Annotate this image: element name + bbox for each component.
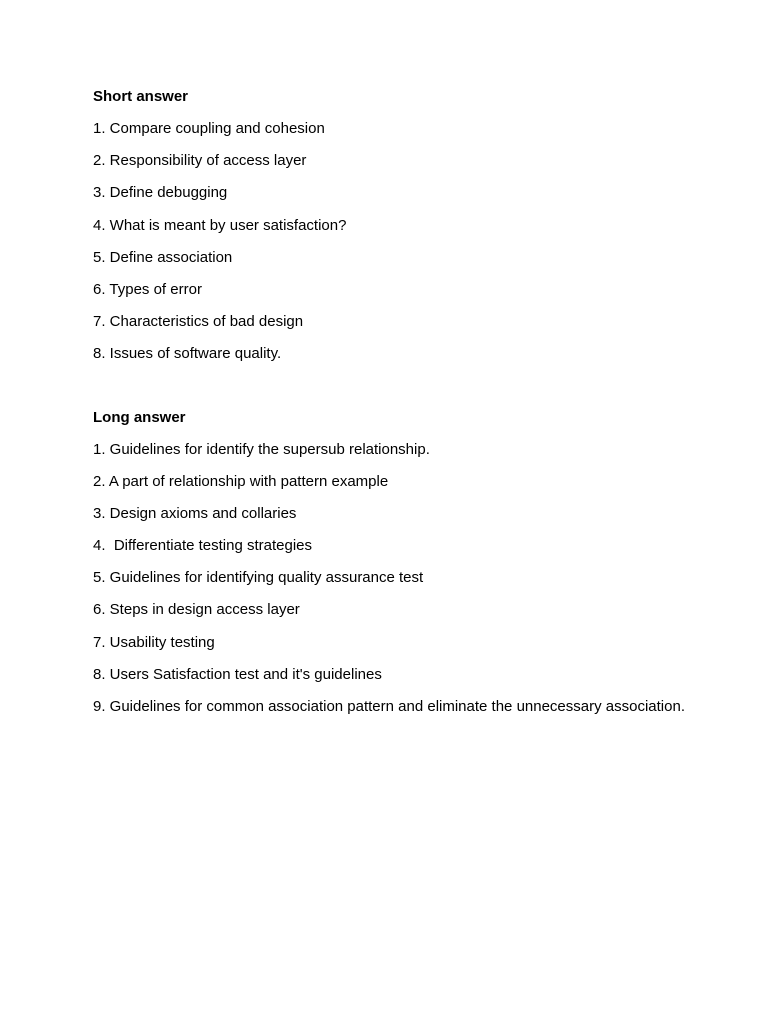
long-answer-item: 8. Users Satisfaction test and it's guidelines [93,665,382,683]
long-answer-item: 3. Design axioms and collaries [93,504,297,522]
long-answer-item: 7. Usability testing [93,633,215,651]
long-answer-item: 6. Steps in design access layer [93,601,300,619]
short-answer-heading: Short answer [93,88,189,105]
short-answer-item: 7. Characteristics of bad design [93,313,304,331]
short-answer-item: 6. Types of error [93,280,202,298]
long-answer-item: 4. Differentiate testing strategies [93,537,313,555]
short-answer-item: 1. Compare coupling and cohesion [93,120,325,137]
section-spacer [93,376,693,407]
short-answer-list [93,118,693,365]
long-answer-item: 9. Guidelines for common association pattern and eliminate the unnecessary association. [93,698,685,715]
long-answer-item: 5. Guidelines for identifying quality assurance test [93,569,424,587]
long-answer-item: 2. A part of relationship with pattern example [93,472,389,490]
short-answer-item: 3. Define debugging [93,184,228,202]
short-answer-item: 5. Define association [93,248,233,266]
long-answer-heading: Long answer [93,408,186,426]
document-content [93,86,693,728]
long-answer-list [93,439,693,719]
long-answer-item: 1. Guidelines for identify the supersub relationship. [93,440,430,458]
short-answer-item: 2. Responsibility of access layer [93,152,307,170]
short-answer-item: 8. Issues of software quality. [93,345,282,363]
short-answer-item: 4. What is meant by user satisfaction? [93,216,347,234]
